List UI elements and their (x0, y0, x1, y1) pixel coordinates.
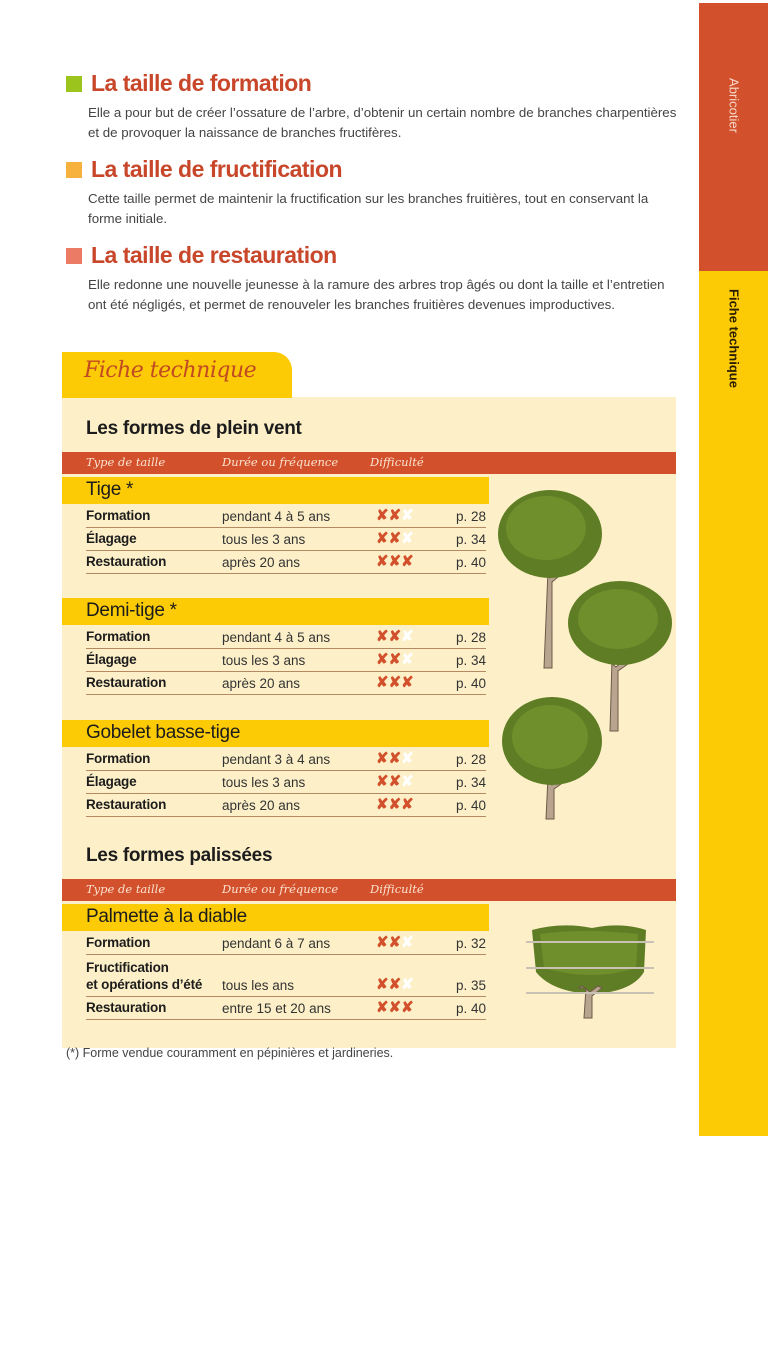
column-header: Type de taille (86, 882, 166, 896)
section-formation (66, 70, 678, 143)
cell-duration: pendant 4 à 5 ans (222, 630, 331, 645)
group-title: Les formes palissées (86, 845, 273, 866)
section-fructification (66, 156, 678, 229)
palmette-tree-icon (522, 922, 658, 1022)
table-row (86, 794, 486, 817)
difficulty-rating: ✘✘✘ (376, 530, 414, 547)
difficulty-rating: ✘✘✘ (376, 674, 414, 691)
category-bar (62, 598, 489, 625)
fiche-tab (62, 352, 292, 398)
difficulty-rating: ✘✘✘ (376, 773, 414, 790)
cell-type-line: et opérations d’été (86, 977, 203, 992)
cell-type-line: Fructification (86, 960, 169, 975)
cell-page: p. 40 (455, 1001, 486, 1016)
cell-type: Restauration (86, 675, 167, 690)
cell-duration: après 20 ans (222, 676, 301, 691)
table-row (86, 505, 486, 528)
cell-duration: pendant 3 à 4 ans (222, 752, 331, 767)
cell-type: Restauration (86, 1000, 167, 1015)
table-row (86, 649, 486, 672)
table-row (86, 626, 486, 649)
cell-page: p. 28 (455, 752, 486, 767)
cell-duration: pendant 4 à 5 ans (222, 509, 331, 524)
cell-page: p. 40 (455, 676, 486, 691)
cell-type: Élagage (86, 774, 137, 789)
cell-page: p. 40 (455, 555, 486, 570)
cell-duration: pendant 6 à 7 ans (222, 936, 331, 951)
difficulty-rating: ✘✘✘ (376, 651, 414, 668)
difficulty-rating: ✘✘✘ (376, 553, 414, 570)
cell-page: p. 40 (455, 798, 486, 813)
category-bar (62, 904, 489, 931)
cell-type: Élagage (86, 652, 137, 667)
column-header: Durée ou fréquence (222, 455, 339, 469)
side-tab-abricotier (699, 3, 768, 271)
cell-type: Restauration (86, 554, 167, 569)
difficulty-rating: ✘✘✘ (376, 934, 414, 951)
column-header: Type de taille (86, 455, 166, 469)
cell-duration: tous les 3 ans (222, 653, 306, 668)
cell-page: p. 34 (455, 653, 486, 668)
table-row (86, 997, 486, 1020)
category-bar (62, 720, 489, 747)
category-name: Tige * (86, 479, 134, 500)
difficulty-rating: ✘✘✘ (376, 750, 414, 767)
section-heading (66, 242, 678, 269)
section-heading (66, 156, 678, 183)
difficulty-rating: ✘✘✘ (376, 507, 414, 524)
section-title: La taille de restauration (91, 242, 337, 268)
cell-duration: entre 15 et 20 ans (222, 1001, 331, 1016)
gobelet-tree-icon (502, 693, 608, 823)
cell-type: Formation (86, 935, 151, 950)
section-title: La taille de fructification (91, 156, 343, 182)
section-restauration (66, 242, 678, 315)
difficulty-rating: ✘✘✘ (376, 976, 414, 993)
column-header: Durée ou fréquence (222, 882, 339, 896)
cell-duration: après 20 ans (222, 555, 301, 570)
orange-square-icon (66, 162, 82, 178)
difficulty-rating: ✘✘✘ (376, 628, 414, 645)
table-row (86, 748, 486, 771)
category-name: Palmette à la diable (86, 906, 247, 927)
cell-duration: tous les ans (222, 978, 295, 993)
difficulty-rating: ✘✘✘ (376, 796, 414, 813)
green-square-icon (66, 76, 82, 92)
page-number: 21 (713, 1339, 730, 1355)
group-title: Les formes de plein vent (86, 418, 302, 439)
section-title: La taille de formation (91, 70, 312, 96)
cell-type (86, 959, 202, 993)
cell-type: Élagage (86, 531, 137, 546)
cell-type: Restauration (86, 797, 167, 812)
side-tab-label: Fiche technique (726, 289, 741, 388)
section-text: Elle redonne une nouvelle jeunesse à la ramure des arbres trop âgés ou dont la taille et l’entretien ont été négligés, et permet de renouveler les branches fruitières devenues improductives. (88, 277, 665, 312)
cell-type: Formation (86, 751, 151, 766)
table-header (62, 879, 676, 901)
fiche-tab-label: Fiche technique (84, 358, 257, 383)
category-name: Gobelet basse-tige (86, 722, 241, 743)
table-row (86, 955, 486, 997)
table-row (86, 932, 486, 955)
cell-duration: tous les 3 ans (222, 532, 306, 547)
cell-type: Formation (86, 629, 151, 644)
difficulty-rating: ✘✘✘ (376, 999, 414, 1016)
cell-page: p. 34 (455, 775, 486, 790)
cell-page: p. 34 (455, 532, 486, 547)
side-tab-label: Abricotier (726, 78, 741, 133)
side-tab-fiche-technique (699, 271, 768, 1355)
pink-square-icon (66, 248, 82, 264)
section-text: Elle a pour but de créer l’ossature de l’arbre, d’obtenir un certain nombre de branches charpentières et de provoquer la naissance de branches fructifères. (88, 105, 677, 140)
cell-page: p. 28 (455, 509, 486, 524)
cell-page: p. 35 (455, 978, 486, 993)
table-row (86, 771, 486, 794)
cell-type: Formation (86, 508, 151, 523)
table-row (86, 672, 486, 695)
column-header: Difficulté (370, 455, 424, 469)
section-text: Cette taille permet de maintenir la fructification sur les branches fruitières, tout en conservant la forme initiale. (88, 191, 649, 226)
table-header (62, 452, 676, 474)
column-header: Difficulté (370, 882, 424, 896)
footnote: (*) Forme vendue couramment en pépinières et jardineries. (66, 1046, 394, 1060)
table-row (86, 551, 486, 574)
cell-page: p. 32 (455, 936, 486, 951)
cell-duration: tous les 3 ans (222, 775, 306, 790)
section-heading (66, 70, 678, 97)
category-bar (62, 477, 489, 504)
cell-duration: après 20 ans (222, 798, 301, 813)
category-name: Demi-tige * (86, 600, 177, 621)
cell-page: p. 28 (455, 630, 486, 645)
table-row (86, 528, 486, 551)
